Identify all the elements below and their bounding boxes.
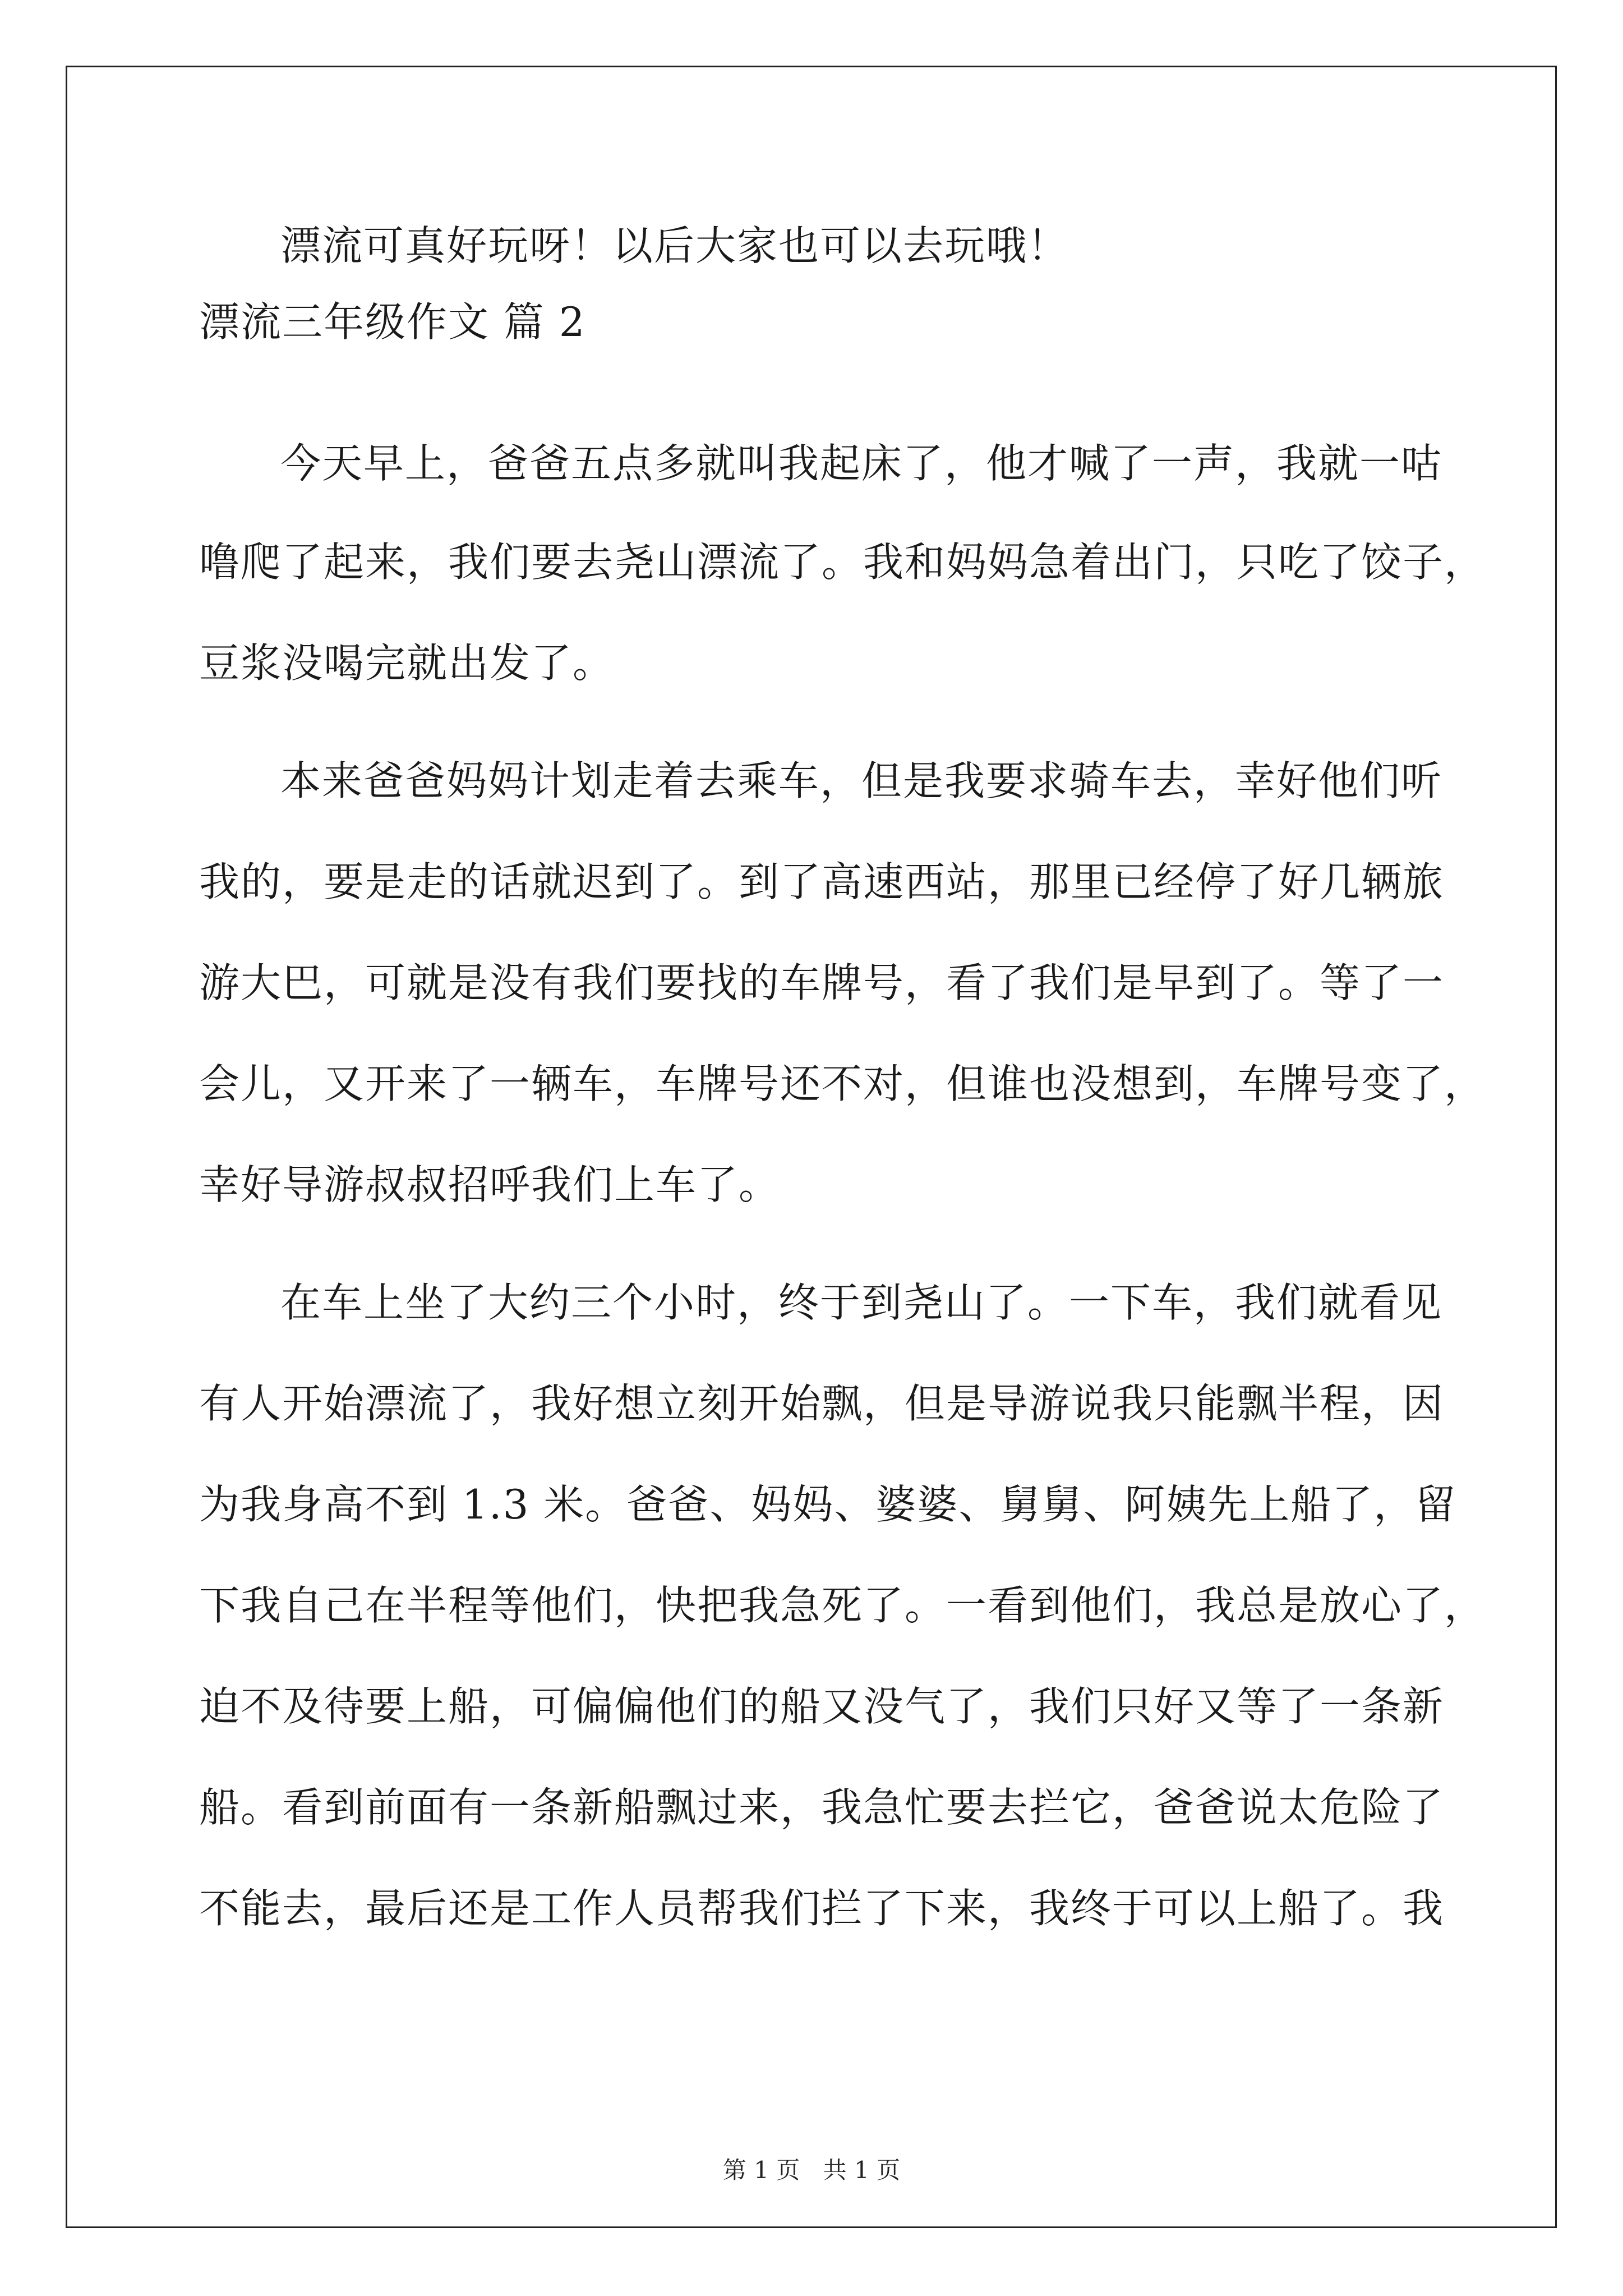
paragraph-line: 不能去，最后还是工作人员帮我们拦了下来，我终于可以上船了。我 — [199, 1885, 1445, 1932]
paragraph-line: 本来爸爸妈妈计划走着去乘车，但是我要求骑车去，幸好他们听 — [280, 757, 1443, 804]
paragraph-line: 为我身高不到 1.3 米。爸爸、妈妈、婆婆、舅舅、阿姨先上船了，留 — [199, 1481, 1457, 1528]
paragraph-line: 今天早上，爸爸五点多就叫我起床了，他才喊了一声，我就一咕 — [280, 440, 1443, 487]
paragraph-line: 我的，要是走的话就迟到了。到了高速西站，那里已经停了好几辆旅 — [199, 858, 1445, 905]
page-footer — [0, 2156, 1623, 2184]
paragraph-line: 船。看到前面有一条新船飘过来，我急忙要去拦它，爸爸说太危险了 — [199, 1784, 1445, 1831]
paragraph-line: 漂流可真好玩呀！以后大家也可以去玩哦！ — [280, 222, 1069, 269]
paragraph-line: 迫不及待要上船，可偏偏他们的船又没气了，我们只好又等了一条新 — [199, 1683, 1445, 1730]
page-number: 第 1 页 — [722, 2156, 800, 2184]
paragraph-line: 在车上坐了大约三个小时，终于到尧山了。一下车，我们就看见 — [280, 1279, 1443, 1326]
paragraph-line: 游大巴，可就是没有我们要找的车牌号，看了我们是早到了。等了一 — [199, 959, 1445, 1006]
section-heading: 漂流三年级作文 篇 2 — [199, 298, 586, 346]
page-total: 共 1 页 — [823, 2156, 901, 2184]
paragraph-line: 噜爬了起来，我们要去尧山漂流了。我和妈妈急着出门，只吃了饺子， — [199, 539, 1486, 586]
paragraph-line: 下我自己在半程等他们，快把我急死了。一看到他们，我总是放心了， — [199, 1582, 1486, 1629]
paragraph-line: 豆浆没喝完就出发了。 — [199, 639, 615, 687]
paragraph-line: 有人开始漂流了，我好想立刻开始飘，但是导游说我只能飘半程，因 — [199, 1380, 1445, 1427]
paragraph-line: 幸好导游叔叔招呼我们上车了。 — [199, 1161, 781, 1208]
paragraph-line: 会儿，又开来了一辆车，车牌号还不对，但谁也没想到，车牌号变了， — [199, 1060, 1486, 1107]
